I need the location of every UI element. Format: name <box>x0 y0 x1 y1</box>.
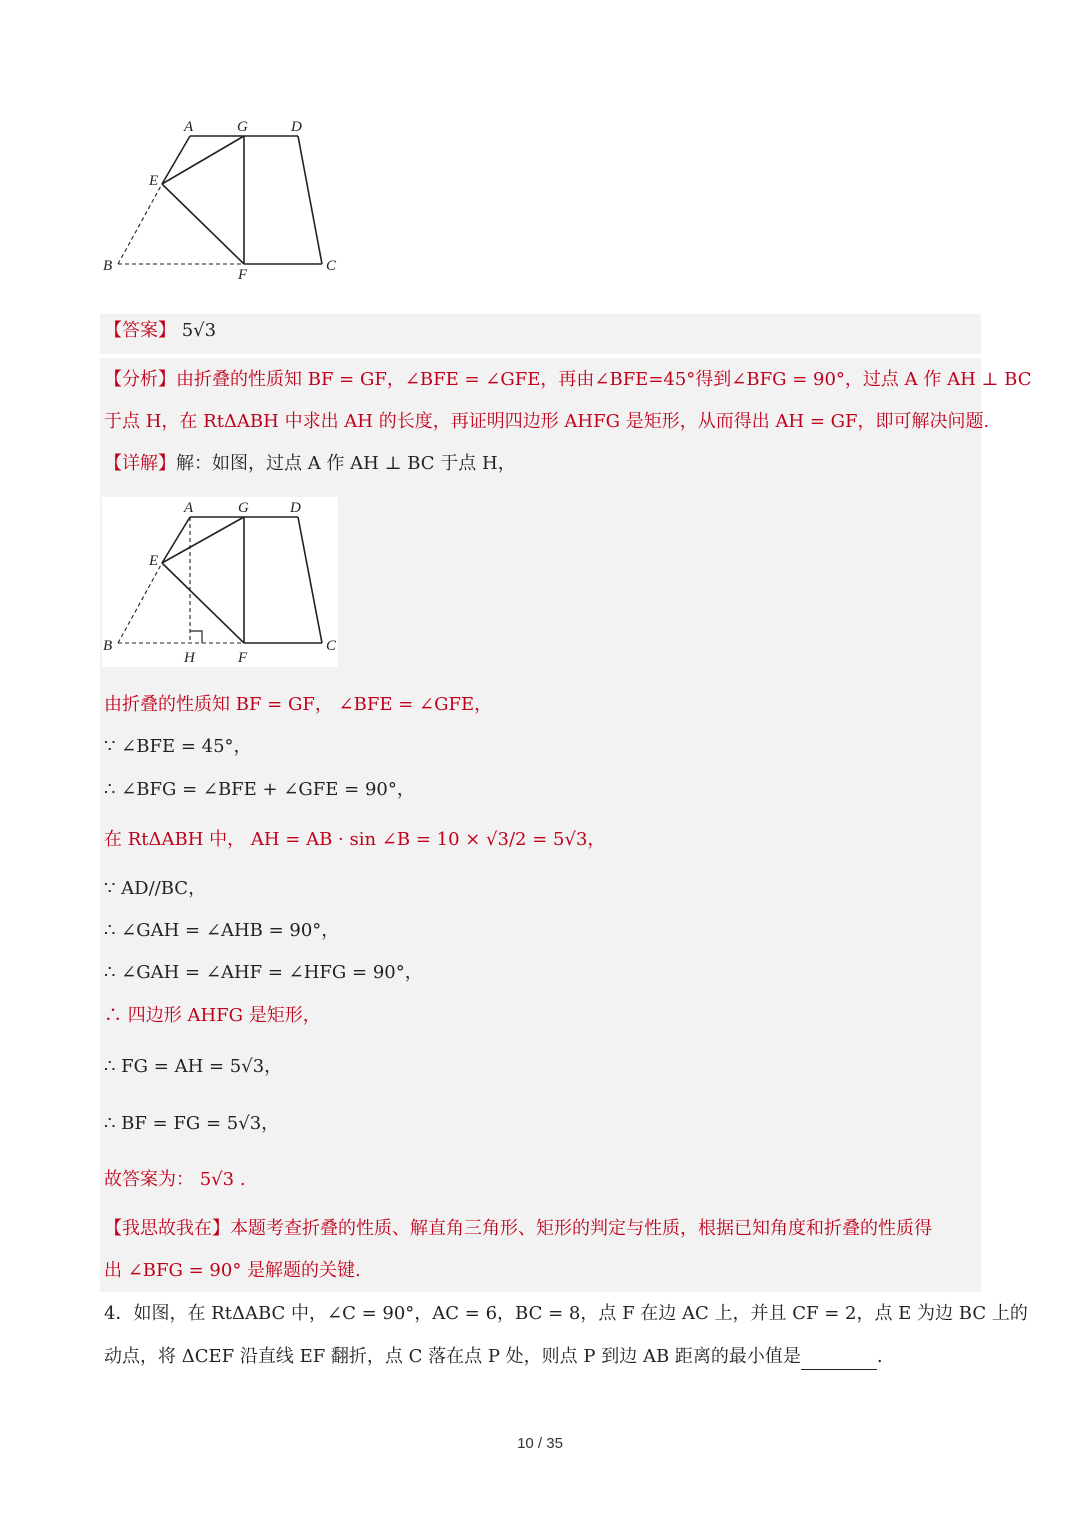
step-3: ∴ ∠BFG = ∠BFE + ∠GFE = 90°， <box>104 779 415 800</box>
label2-G: G <box>238 500 249 516</box>
period: . <box>876 1346 883 1367</box>
analysis-line-2: 于点 H，在 RtΔABH 中求出 AH 的长度，再证明四边形 AHFG 是矩形，从而得出 AH = GF，即可解决问题. <box>104 411 990 432</box>
step-4: 在 RtΔABH 中， AH = AB · sin ∠B = 10 × √3/2 = 5√3， <box>104 829 606 850</box>
analysis-text-1: 由折叠的性质知 BF = GF，∠BFE = ∠GFE，再由∠BFE=45°得到∠BFG = 90°，过点 A 作 AH ⊥ BC <box>176 369 1032 390</box>
label2-C: C <box>326 638 337 654</box>
label-F: F <box>238 267 248 283</box>
seg-EF <box>162 184 244 264</box>
answer-value: 5√3 <box>181 320 217 341</box>
label-C: C <box>326 258 337 274</box>
step-9: ∴ FG = AH = 5√3， <box>104 1056 283 1077</box>
label2-B: B <box>103 638 113 654</box>
reflection-tag: 【我思故我在】 <box>104 1218 230 1239</box>
label2-A: A <box>184 500 194 516</box>
step-1: 由折叠的性质知 BF = GF， ∠BFE = ∠GFE， <box>104 694 493 715</box>
step-6: ∴ ∠GAH = ∠AHB = 90°， <box>104 920 340 941</box>
answer-tag: 【答案】 <box>104 320 176 341</box>
detail-text: 解：如图，过点 A 作 AH ⊥ BC 于点 H， <box>176 453 516 474</box>
reflection-text-1: 本题考查折叠的性质、解直角三角形、矩形的判定与性质，根据已知角度和折叠的性质得 <box>230 1218 932 1239</box>
reflection-line-1 <box>104 1216 932 1242</box>
answer-band <box>100 314 981 354</box>
answer-line <box>104 318 216 344</box>
label2-F: F <box>238 650 248 666</box>
label-G: G <box>237 119 248 135</box>
answer-blank[interactable] <box>801 1351 877 1370</box>
step-7: ∴ ∠GAH = ∠AHF = ∠HFG = 90°， <box>104 962 423 983</box>
figure-2 <box>102 497 338 667</box>
step-11: 故答案为： 5√3 . <box>104 1169 246 1190</box>
label-D: D <box>291 119 302 135</box>
seg-BE-dashed <box>118 184 162 264</box>
analysis-line-1 <box>104 367 1031 393</box>
reflection-line-2: 出 ∠BFG = 90° 是解题的关键. <box>104 1260 361 1281</box>
question4-text-2: 动点，将 ΔCEF 沿直线 EF 翻折，点 C 落在点 P 处，则点 P 到边 AB 距离的最小值是 <box>104 1346 801 1367</box>
seg-EG <box>162 136 244 184</box>
label-B: B <box>103 258 113 274</box>
label2-D: D <box>290 500 301 516</box>
analysis-tag: 【分析】 <box>104 369 176 390</box>
detail-tag: 【详解】 <box>104 453 176 474</box>
detail-line <box>104 451 516 477</box>
label2-H: H <box>184 650 195 666</box>
question4-line-2 <box>104 1344 883 1370</box>
step-5: ∵ AD//BC， <box>104 878 207 899</box>
seg-AE <box>162 136 190 184</box>
question4-line-1: 4．如图，在 RtΔABC 中，∠C = 90°，AC = 6，BC = 8，点 F 在边 AC 上，并且 CF = 2，点 E 为边 BC 上的 <box>104 1303 1028 1324</box>
step-2: ∵ ∠BFE = 45°， <box>104 736 252 757</box>
label-E: E <box>149 173 159 189</box>
seg-DC <box>298 136 322 264</box>
step-8: ∴ 四边形 AHFG 是矩形， <box>104 1005 321 1026</box>
page-number: 10 / 35 <box>517 1435 563 1452</box>
figure-1 <box>98 112 348 284</box>
label2-E: E <box>149 553 159 569</box>
label-A: A <box>184 119 194 135</box>
step-10: ∴ BF = FG = 5√3， <box>104 1113 280 1134</box>
